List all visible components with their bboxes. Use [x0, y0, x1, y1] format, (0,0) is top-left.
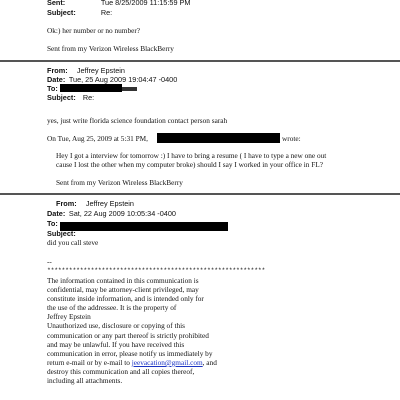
- msg3-to-row: [47, 219, 58, 228]
- date-value: Sat, 22 Aug 2009 10:05:34 -0400: [68, 209, 176, 218]
- date-label: Date:: [47, 209, 66, 218]
- sent-value: Tue 8/25/2009 11:15:59 PM: [100, 0, 191, 7]
- quote-intro-prefix: On Tue, Aug 25, 2009 at 5:31 PM,: [47, 134, 148, 143]
- from-value: Jeffrey Epstein: [76, 66, 125, 75]
- disclaimer-line: communication in error, please notify us immediately by: [47, 348, 213, 358]
- quote-line: Hey I got a interview for tomorrow :) I have to bring a resume ( I have to type a new one out: [56, 151, 327, 160]
- quote-signature: Sent from my Verizon Wireless BlackBerry: [56, 178, 183, 187]
- quote-intro-suffix: wrote:: [282, 134, 301, 143]
- msg2-subject-row: [47, 93, 94, 102]
- msg3-date-row: [47, 209, 176, 218]
- msg3-from-row: [56, 199, 134, 208]
- disclaimer-return-line: [47, 358, 217, 367]
- to-label: To:: [47, 219, 58, 228]
- date-label: Date:: [47, 75, 66, 84]
- subject-value: Re:: [100, 8, 113, 17]
- msg2-from-row: [47, 66, 125, 75]
- redaction-bar: [60, 84, 122, 92]
- from-value: Jeffrey Epstein: [85, 199, 134, 208]
- sent-label: Sent:: [47, 0, 66, 7]
- msg1-body: Ok:) her number or no number?: [47, 26, 141, 35]
- message-divider: [0, 60, 400, 62]
- subject-label: Subject:: [47, 93, 76, 102]
- redaction-bar: [157, 133, 280, 143]
- to-label: To:: [47, 84, 58, 93]
- msg2-body: yes, just write florida science foundation contact person sarah: [47, 116, 228, 125]
- disclaimer-line: the use of the addressee. It is the property of: [47, 303, 177, 313]
- signature-dash: --: [47, 257, 52, 266]
- redaction-bar: [60, 222, 228, 231]
- disclaimer-line: including all attachments.: [47, 376, 123, 386]
- disclaimer-line: confidential, may be attorney-client privileged, may: [47, 285, 199, 295]
- email-link[interactable]: jeevacation@gmail.com: [131, 357, 203, 367]
- msg2-to-row: [47, 84, 58, 93]
- subject-label: Subject:: [47, 8, 76, 17]
- quote-line: cause I lost the other when my computer broke) should I say I worked in your office in FL?: [56, 160, 323, 169]
- disclaimer-line: and may be unlawful. If you have received this: [47, 339, 185, 349]
- return-suffix: , and: [202, 357, 217, 367]
- return-prefix: return e-mail or by e-mail to: [47, 357, 132, 367]
- msg3-subject-row: [47, 229, 76, 238]
- msg2-date-row: [47, 75, 177, 84]
- subject-label: Subject:: [47, 229, 76, 238]
- msg1-signature: Sent from my Verizon Wireless BlackBerry: [47, 44, 174, 53]
- disclaimer-line: communication or any part thereof is strictly prohibited: [47, 330, 209, 340]
- disclaimer-stars: ************************************************************: [47, 267, 266, 274]
- disclaimer-line: constitute inside information, and is intended only for: [47, 294, 204, 304]
- msg1-sent-row: [47, 0, 190, 7]
- date-value: Tue, 25 Aug 2009 19:04:47 -0400: [68, 75, 178, 84]
- msg1-subject-row: [47, 8, 112, 17]
- disclaimer-block: [47, 276, 217, 385]
- from-label: From:: [47, 66, 68, 75]
- quote-intro: [47, 134, 148, 143]
- redaction-bar: [122, 87, 137, 91]
- subject-value: Re:: [82, 93, 95, 102]
- from-label: From:: [56, 199, 77, 208]
- msg3-body: did you call steve: [47, 238, 99, 247]
- disclaimer-line: Unauthorized use, disclosure or copying of this: [47, 321, 186, 331]
- disclaimer-line: destroy this communication and all copies thereof,: [47, 366, 195, 376]
- disclaimer-line: Jeffrey Epstein: [47, 312, 91, 322]
- disclaimer-line: The information contained in this communication is: [47, 276, 199, 285]
- message-divider: [0, 193, 400, 195]
